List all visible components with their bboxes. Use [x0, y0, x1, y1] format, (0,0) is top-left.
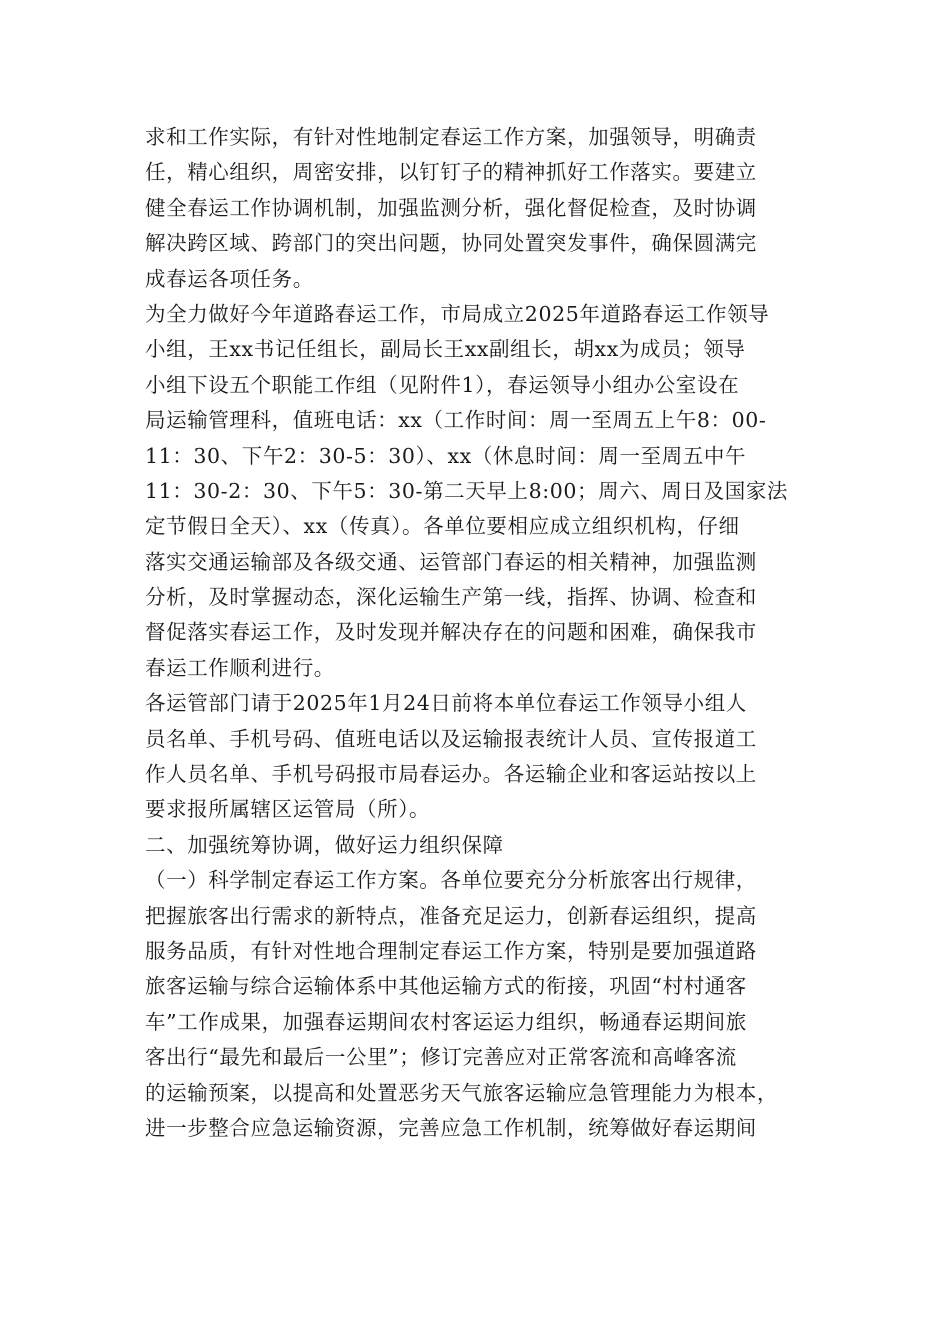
text-line: 员名单、手机号码、值班电话以及运输报表统计人员、宣传报道工	[145, 726, 757, 751]
text-line: 进一步整合应急运输资源，完善应急工作机制，统筹做好春运期间	[145, 1115, 757, 1140]
text-line: 各运管部门请于2025年1月24日前将本单位春运工作领导小组人	[145, 691, 747, 716]
text-line: 解决跨区域、跨部门的突出问题，协同处置突发事件，确保圆满完	[145, 231, 757, 256]
text-line: 落实交通运输部及各级交通、运管部门春运的相关精神，加强监测	[145, 549, 757, 574]
section-heading: 二、加强统筹协调，做好运力组织保障	[145, 832, 504, 857]
text-line: 成春运各项任务。	[145, 266, 314, 291]
document-body	[145, 120, 810, 1146]
text-line: 求和工作实际，有针对性地制定春运工作方案，加强领导，明确责	[145, 125, 757, 149]
text-line: 定节假日全天）、xx（传真）。各单位要相应成立组织机构，仔细	[145, 514, 740, 539]
text-line: 督促落实春运工作，及时发现并解决存在的问题和困难，确保我市	[145, 620, 757, 645]
text-line: 把握旅客出行需求的新特点，准备充足运力，创新春运组织，提高	[145, 903, 757, 928]
text-line: 11：30-2：30、下午5：30-第二天早上8:00；周六、周日及国家法	[145, 478, 789, 503]
text-line: 春运工作顺利进行。	[145, 655, 335, 680]
text-line: 小组下设五个职能工作组（见附件1），春运领导小组办公室设在	[145, 372, 740, 397]
text-line: 车”工作成果，加强春运期间农村客运运力组织，畅通春运期间旅	[145, 1009, 747, 1034]
text-line: 客出行“最先和最后一公里”；修订完善应对正常客流和高峰客流	[145, 1045, 737, 1070]
text-line: 作人员名单、手机号码报市局春运办。各运输企业和客运站按以上	[145, 762, 757, 787]
text-line: 旅客运输与综合运输体系中其他运输方式的衔接，巩固“村村通客	[145, 974, 747, 999]
text-line: 小组，王xx书记任组长，副局长王xx副组长，胡xx为成员；领导	[145, 337, 746, 362]
text-line: 分析，及时掌握动态，深化运输生产第一线，指挥、协调、检查和	[145, 585, 757, 610]
text-line: 的运输预案，以提高和处置恶劣天气旅客运输应急管理能力为根本，	[145, 1080, 778, 1105]
text-line: 局运输管理科，值班电话：xx（工作时间：周一至周五上午8：00-	[145, 408, 767, 433]
text-line: 任，精心组织，周密安排，以钉钉子的精神抓好工作落实。要建立	[145, 160, 757, 185]
text-line: 为全力做好今年道路春运工作，市局成立2025年道路春运工作领导	[145, 301, 770, 326]
text-line: 服务品质，有针对性地合理制定春运工作方案，特别是要加强道路	[145, 938, 757, 963]
text-line: 健全春运工作协调机制，加强监测分析，强化督促检查，及时协调	[145, 195, 757, 220]
text-line: 要求报所属辖区运管局（所）。	[145, 797, 431, 822]
text-line: （一）科学制定春运工作方案。各单位要充分分析旅客出行规律，	[145, 868, 757, 893]
text-line: 11：30、下午2：30-5：30）、xx（休息时间：周一至周五中午	[145, 443, 747, 468]
